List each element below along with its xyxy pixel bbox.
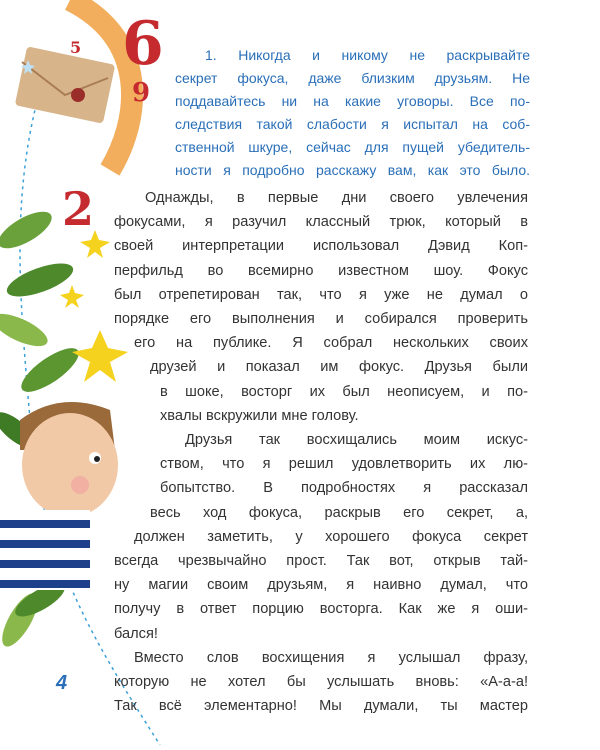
body-line: должен заметить, у хорошего фокуса секрет bbox=[134, 529, 528, 545]
rule-line: следствия такой слабости я испытал на соб- bbox=[175, 116, 530, 132]
rule-line: 1. Никогда и никому не раскрывайте bbox=[205, 47, 530, 63]
body-line: был отрепетирован так, что я уже не думал о bbox=[114, 287, 528, 303]
body-line: получу в ответ порцию восторга. Как же я оши- bbox=[114, 601, 528, 617]
rule-line: поддавайтесь ни на какие уговоры. Все по- bbox=[175, 93, 530, 109]
rule-line: ственной шкуре, сейчас для пущей убедитель- bbox=[175, 139, 530, 155]
rule-line: ности я подробно расскажу вам, как это было. bbox=[175, 162, 530, 178]
envelope-icon bbox=[15, 46, 116, 123]
decor-number-two: 2 bbox=[62, 182, 95, 236]
body-line: хвалы вскружили мне голову. bbox=[160, 408, 359, 424]
body-line: своей интерпретации использовал Дэвид Коп- bbox=[114, 238, 528, 254]
page-number: 4 bbox=[56, 672, 68, 694]
body-line: друзей и показал им фокус. Друзья были bbox=[150, 359, 528, 375]
body-line: Друзья так восхищались моим искус- bbox=[185, 432, 528, 448]
body-line: бался! bbox=[114, 626, 158, 642]
body-line: бопытство. В подробностях я рассказал bbox=[160, 480, 528, 496]
body-line: Вместо слов восхищения я услышал фразу, bbox=[134, 650, 528, 666]
body-line: перфильд во всемирно известном шоу. Фокус bbox=[114, 263, 528, 279]
body-line: порядке его выполнения и собирался проверить bbox=[114, 311, 528, 327]
rule-line: секрет фокуса, даже близким друзьям. Не bbox=[175, 70, 530, 86]
body-line: весь ход фокуса, раскрыв его секрет, а, bbox=[150, 505, 528, 521]
body-line: Однажды, в первые дни своего увлечения bbox=[145, 190, 528, 206]
decor-number-six: 6 bbox=[122, 9, 164, 79]
body-line: фокусами, я разучил классный трюк, который в bbox=[114, 214, 528, 230]
decor-number-five: 5 bbox=[70, 38, 82, 57]
body-line: ством, что я решил удовлетворить их лю- bbox=[160, 456, 528, 472]
decor-number-nine: 9 bbox=[132, 78, 151, 108]
body-line: в шоке, восторг их был неописуем, и по- bbox=[160, 384, 528, 400]
body-line: всегда чрезвычайно прост. Так вот, открыв тай- bbox=[114, 553, 528, 569]
body-line: которую не хотел бы услышать вновь: «А-а-а! bbox=[114, 674, 528, 690]
body-line: Так всё элементарно! Мы думали, ты мастер bbox=[114, 698, 528, 714]
body-line: ну магии своим друзьям, я наивно думал, что bbox=[114, 577, 528, 593]
body-line: его на публике. Я собрал нескольких своих bbox=[134, 335, 528, 351]
